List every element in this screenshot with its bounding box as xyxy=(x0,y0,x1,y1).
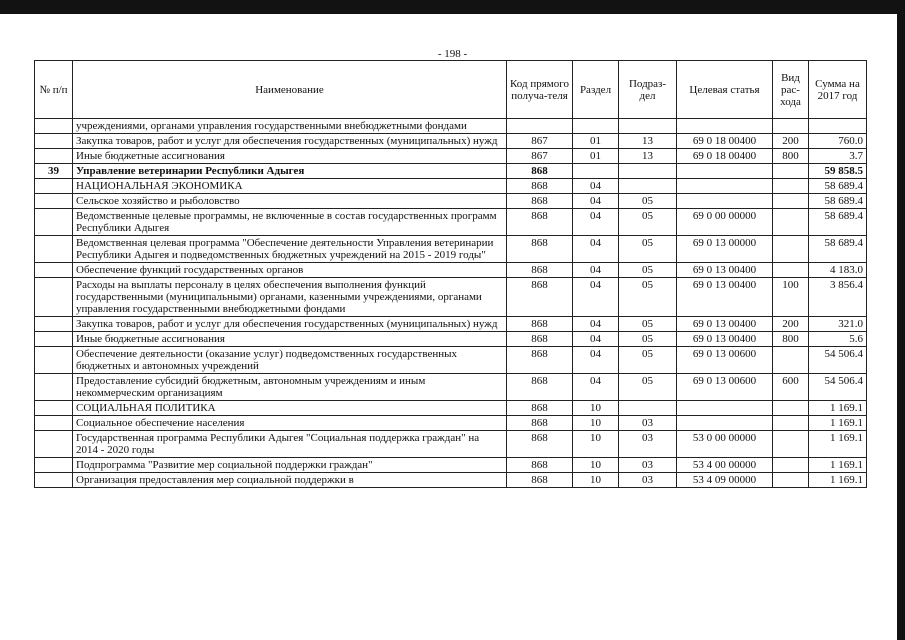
row-target-article: 69 0 13 00400 xyxy=(677,278,773,317)
row-expense-type: 200 xyxy=(773,134,809,149)
row-number xyxy=(35,458,73,473)
row-target-article xyxy=(677,164,773,179)
row-section: 10 xyxy=(573,416,619,431)
row-subsection: 05 xyxy=(619,317,677,332)
row-subsection: 13 xyxy=(619,149,677,164)
row-name: Закупка товаров, работ и услуг для обеспечения государственных (муниципальных) нужд xyxy=(73,317,507,332)
row-recipient-code: 868 xyxy=(507,416,573,431)
table-row xyxy=(35,401,867,416)
table-row xyxy=(35,458,867,473)
row-number xyxy=(35,179,73,194)
row-subsection: 05 xyxy=(619,236,677,263)
header-sum-2017: Сумма на 2017 год xyxy=(809,61,867,119)
row-recipient-code: 868 xyxy=(507,179,573,194)
row-sum: 760.0 xyxy=(809,134,867,149)
scan-top-border xyxy=(0,0,905,14)
header-subsection: Подраз-дел xyxy=(619,61,677,119)
row-sum: 59 858.5 xyxy=(809,164,867,179)
row-sum: 54 506.4 xyxy=(809,374,867,401)
row-section xyxy=(573,164,619,179)
row-name: Ведомственные целевые программы, не включенные в состав государственных программ Республики Адыгея xyxy=(73,209,507,236)
row-expense-type: 800 xyxy=(773,332,809,347)
row-section: 04 xyxy=(573,209,619,236)
row-recipient-code: 868 xyxy=(507,278,573,317)
row-target-article xyxy=(677,119,773,134)
row-expense-type: 200 xyxy=(773,317,809,332)
row-target-article: 69 0 18 00400 xyxy=(677,149,773,164)
row-name: Ведомственная целевая программа "Обеспечение деятельности Управления ветеринарии Республики Адыгея и подведомственных бюджетных учреждений на 2015 - 2019 годы" xyxy=(73,236,507,263)
row-number xyxy=(35,473,73,488)
row-target-article: 69 0 13 00600 xyxy=(677,374,773,401)
header-name: Наименование xyxy=(73,61,507,119)
row-recipient-code xyxy=(507,119,573,134)
table-row xyxy=(35,317,867,332)
row-section: 10 xyxy=(573,473,619,488)
row-number xyxy=(35,263,73,278)
row-sum: 3.7 xyxy=(809,149,867,164)
row-name: Обеспечение функций государственных органов xyxy=(73,263,507,278)
row-subsection: 05 xyxy=(619,374,677,401)
row-number xyxy=(35,317,73,332)
row-expense-type xyxy=(773,401,809,416)
row-sum: 58 689.4 xyxy=(809,194,867,209)
row-sum xyxy=(809,119,867,134)
table-row xyxy=(35,263,867,278)
row-sum: 58 689.4 xyxy=(809,209,867,236)
row-subsection: 05 xyxy=(619,194,677,209)
row-name: Социальное обеспечение населения xyxy=(73,416,507,431)
row-number xyxy=(35,332,73,347)
scan-right-border xyxy=(897,0,905,640)
row-section: 04 xyxy=(573,374,619,401)
table-row xyxy=(35,473,867,488)
row-target-article xyxy=(677,416,773,431)
row-recipient-code: 868 xyxy=(507,473,573,488)
table-row xyxy=(35,332,867,347)
table-row xyxy=(35,374,867,401)
row-section: 04 xyxy=(573,194,619,209)
row-expense-type xyxy=(773,164,809,179)
row-name: Управление ветеринарии Республики Адыгея xyxy=(73,164,507,179)
table-row xyxy=(35,194,867,209)
row-recipient-code: 868 xyxy=(507,236,573,263)
row-name: Закупка товаров, работ и услуг для обеспечения государственных (муниципальных) нужд xyxy=(73,134,507,149)
header-target-article: Целевая статья xyxy=(677,61,773,119)
row-number: 39 xyxy=(35,164,73,179)
row-target-article xyxy=(677,194,773,209)
row-sum: 4 183.0 xyxy=(809,263,867,278)
row-number xyxy=(35,278,73,317)
row-sum: 1 169.1 xyxy=(809,473,867,488)
row-sum: 3 856.4 xyxy=(809,278,867,317)
row-subsection: 05 xyxy=(619,263,677,278)
row-recipient-code: 868 xyxy=(507,263,573,278)
row-recipient-code: 868 xyxy=(507,317,573,332)
row-section: 04 xyxy=(573,347,619,374)
row-number xyxy=(35,401,73,416)
row-expense-type: 800 xyxy=(773,149,809,164)
row-name: Предоставление субсидий бюджетным, автономным учреждениям и иным некоммерческим организациям xyxy=(73,374,507,401)
row-expense-type: 100 xyxy=(773,278,809,317)
row-sum: 58 689.4 xyxy=(809,236,867,263)
table-row xyxy=(35,119,867,134)
table-row xyxy=(35,164,867,179)
row-target-article: 69 0 13 00600 xyxy=(677,347,773,374)
row-recipient-code: 867 xyxy=(507,149,573,164)
row-subsection: 03 xyxy=(619,458,677,473)
table-row xyxy=(35,149,867,164)
table-row xyxy=(35,278,867,317)
row-number xyxy=(35,416,73,431)
row-name: Подпрограмма "Развитие мер социальной поддержки граждан" xyxy=(73,458,507,473)
row-number xyxy=(35,431,73,458)
row-number xyxy=(35,194,73,209)
row-subsection: 03 xyxy=(619,416,677,431)
row-expense-type: 600 xyxy=(773,374,809,401)
row-target-article: 53 4 00 00000 xyxy=(677,458,773,473)
row-sum: 1 169.1 xyxy=(809,401,867,416)
row-subsection xyxy=(619,164,677,179)
row-recipient-code: 867 xyxy=(507,134,573,149)
row-number xyxy=(35,236,73,263)
header-number: № п/п xyxy=(35,61,73,119)
table-row xyxy=(35,134,867,149)
row-name: Организация предоставления мер социальной поддержки в xyxy=(73,473,507,488)
row-section: 04 xyxy=(573,278,619,317)
row-expense-type xyxy=(773,263,809,278)
row-expense-type xyxy=(773,473,809,488)
row-section: 01 xyxy=(573,134,619,149)
row-name: Расходы на выплаты персоналу в целях обеспечения выполнения функций государственными (муниципальными) органами, казенными учреждениями, органами управления государственными внебюджетными фондами xyxy=(73,278,507,317)
row-section xyxy=(573,119,619,134)
row-name: Сельское хозяйство и рыболовство xyxy=(73,194,507,209)
row-name: Обеспечение деятельности (оказание услуг) подведомственных государственных бюджетных и автономных учреждений xyxy=(73,347,507,374)
row-number xyxy=(35,149,73,164)
row-recipient-code: 868 xyxy=(507,347,573,374)
page-number: - 198 - xyxy=(437,48,468,60)
row-target-article: 69 0 13 00400 xyxy=(677,332,773,347)
row-subsection: 13 xyxy=(619,134,677,149)
table-header-row xyxy=(35,61,867,119)
row-sum: 54 506.4 xyxy=(809,347,867,374)
row-recipient-code: 868 xyxy=(507,374,573,401)
row-subsection: 03 xyxy=(619,431,677,458)
row-recipient-code: 868 xyxy=(507,401,573,416)
row-expense-type xyxy=(773,194,809,209)
row-section: 10 xyxy=(573,401,619,416)
row-sum: 58 689.4 xyxy=(809,179,867,194)
row-target-article: 53 4 09 00000 xyxy=(677,473,773,488)
row-section: 10 xyxy=(573,431,619,458)
row-section: 04 xyxy=(573,317,619,332)
row-target-article: 69 0 00 00000 xyxy=(677,209,773,236)
budget-table xyxy=(34,60,867,488)
row-subsection xyxy=(619,401,677,416)
row-section: 01 xyxy=(573,149,619,164)
row-section: 04 xyxy=(573,236,619,263)
row-sum: 5.6 xyxy=(809,332,867,347)
row-recipient-code: 868 xyxy=(507,431,573,458)
header-expense-type: Вид рас-хода xyxy=(773,61,809,119)
row-expense-type xyxy=(773,119,809,134)
table-row xyxy=(35,209,867,236)
row-subsection xyxy=(619,179,677,194)
table-row xyxy=(35,431,867,458)
row-expense-type xyxy=(773,416,809,431)
row-subsection: 05 xyxy=(619,332,677,347)
row-sum: 1 169.1 xyxy=(809,431,867,458)
table-body xyxy=(35,119,867,488)
row-target-article: 69 0 13 00400 xyxy=(677,263,773,278)
row-expense-type xyxy=(773,209,809,236)
row-target-article xyxy=(677,179,773,194)
row-expense-type xyxy=(773,458,809,473)
row-subsection: 05 xyxy=(619,278,677,317)
row-number xyxy=(35,209,73,236)
row-number xyxy=(35,119,73,134)
row-name: Иные бюджетные ассигнования xyxy=(73,149,507,164)
table-row xyxy=(35,347,867,374)
row-number xyxy=(35,374,73,401)
row-subsection: 03 xyxy=(619,473,677,488)
header-section: Раздел xyxy=(573,61,619,119)
row-target-article: 69 0 13 00400 xyxy=(677,317,773,332)
row-section: 04 xyxy=(573,263,619,278)
row-section: 10 xyxy=(573,458,619,473)
row-sum: 1 169.1 xyxy=(809,416,867,431)
row-target-article xyxy=(677,401,773,416)
row-expense-type xyxy=(773,236,809,263)
row-recipient-code: 868 xyxy=(507,194,573,209)
row-name: учреждениями, органами управления государственными внебюджетными фондами xyxy=(73,119,507,134)
row-section: 04 xyxy=(573,179,619,194)
row-sum: 1 169.1 xyxy=(809,458,867,473)
row-expense-type xyxy=(773,347,809,374)
row-sum: 321.0 xyxy=(809,317,867,332)
row-recipient-code: 868 xyxy=(507,209,573,236)
row-expense-type xyxy=(773,431,809,458)
row-target-article: 69 0 18 00400 xyxy=(677,134,773,149)
table-row xyxy=(35,416,867,431)
table-row xyxy=(35,236,867,263)
row-recipient-code: 868 xyxy=(507,164,573,179)
row-expense-type xyxy=(773,179,809,194)
row-target-article: 53 0 00 00000 xyxy=(677,431,773,458)
row-name: СОЦИАЛЬНАЯ ПОЛИТИКА xyxy=(73,401,507,416)
row-subsection xyxy=(619,119,677,134)
row-name: НАЦИОНАЛЬНАЯ ЭКОНОМИКА xyxy=(73,179,507,194)
row-name: Иные бюджетные ассигнования xyxy=(73,332,507,347)
row-number xyxy=(35,347,73,374)
row-recipient-code: 868 xyxy=(507,458,573,473)
row-section: 04 xyxy=(573,332,619,347)
row-subsection: 05 xyxy=(619,347,677,374)
row-name: Государственная программа Республики Адыгея "Социальная поддержка граждан" на 2014 - 2020 годы xyxy=(73,431,507,458)
row-subsection: 05 xyxy=(619,209,677,236)
row-number xyxy=(35,134,73,149)
row-recipient-code: 868 xyxy=(507,332,573,347)
row-target-article: 69 0 13 00000 xyxy=(677,236,773,263)
table-row xyxy=(35,179,867,194)
header-recipient-code: Код прямого получа-теля xyxy=(507,61,573,119)
